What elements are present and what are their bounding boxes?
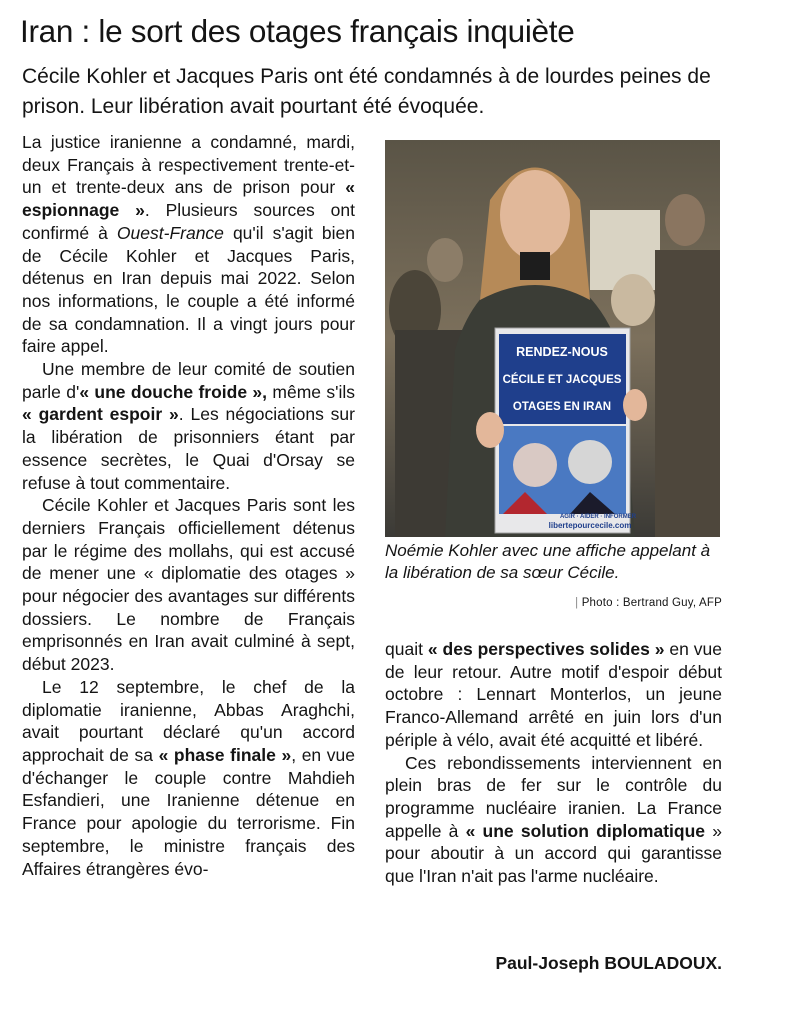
column-2 [385, 638, 722, 888]
paragraph-1: La justice iranienne a condamné, mardi, deux Français à respectivement trente-et-un et trente-deux ans de prison pour « espionnage ». Plusieurs sources ont confirmé à Ouest-France qu'il s'agit bien de Cécile Kohler et Jacques Paris, détenus en Iran depuis mai 2022. Selon nos informations, le couple a été informé de sa condamnation. Il a vingt jours pour faire appel. [22, 132, 356, 357]
poster-small-text: AGIR · AIDER · INFORMER [559, 514, 637, 520]
paragraph-2: Une membre de leur comité de soutien parle d'« une douche froide », même s'ils « gardent espoir ». Les négociations sur la libération de prisonniers étant par essence secrètes, le Quai d'Orsay se refuse à tout commentaire. [22, 359, 355, 493]
protest-poster [495, 328, 637, 533]
paragraph-3: Cécile Kohler et Jacques Paris sont les derniers Français officiellement détenus par le régime des mollahs, qui est accusé de mener une « diplomatie des otages » pour négocier des avantages sur différents dossiers. Le nombre de Français emprisonnés en Iran avait culminé à sept, début 2023. [22, 495, 355, 675]
headline: Iran : le sort des otages français inquiète [20, 13, 575, 49]
poster-line-3: OTAGES EN IRAN [512, 401, 612, 413]
poster-line-2: CÉCILE ET JACQUES [502, 374, 622, 386]
article-photo [385, 140, 720, 537]
paragraph-5: quait « des perspectives solides » en vue de leur retour. Autre motif d'espoir début octobre : Lennart Monterlos, un jeune Franco-Allemand arrêté en juin lors d'un périple à vélo, avait été acquitté et libéré. [385, 639, 723, 750]
paragraph-6: Ces rebondissements interviennent en plein bras de fer sur le contrôle du programme nucléaire iranien. La France appelle à « une solution diplomatique » pour aboutir à un accord qui garantisse que l'Iran n'ait pas l'arme nucléaire. [385, 752, 722, 887]
credit-divider: | [575, 597, 582, 609]
poster-url: libertepourcecile.com [548, 521, 632, 530]
photo-caption: Noémie Kohler avec une affiche appelant à la libération de sa sœur Cécile. [385, 541, 711, 582]
paragraph-4: Le 12 septembre, le chef de la diplomatie iranienne, Abbas Araghchi, avait pourtant déclaré qu'un accord approchait de sa « phase finale », en vue d'échanger le couple contre Mahdieh Esfandieri, une Iranienne détenue en France pour apologie du terrorisme. Fin septembre, le ministre français des Affaires étrangères évo- [22, 676, 355, 879]
photo-credit: | Photo : Bertrand Guy, AFP [575, 597, 722, 609]
poster-line-1: RENDEZ-NOUS [516, 345, 608, 359]
standfirst: Cécile Kohler et Jacques Paris ont été condamnés à de lourdes peines de prison. Leur libération avait pourtant été évoquée. [22, 65, 711, 118]
column-1 [22, 131, 355, 880]
byline: Paul-Joseph BOULADOUX. [495, 953, 722, 973]
